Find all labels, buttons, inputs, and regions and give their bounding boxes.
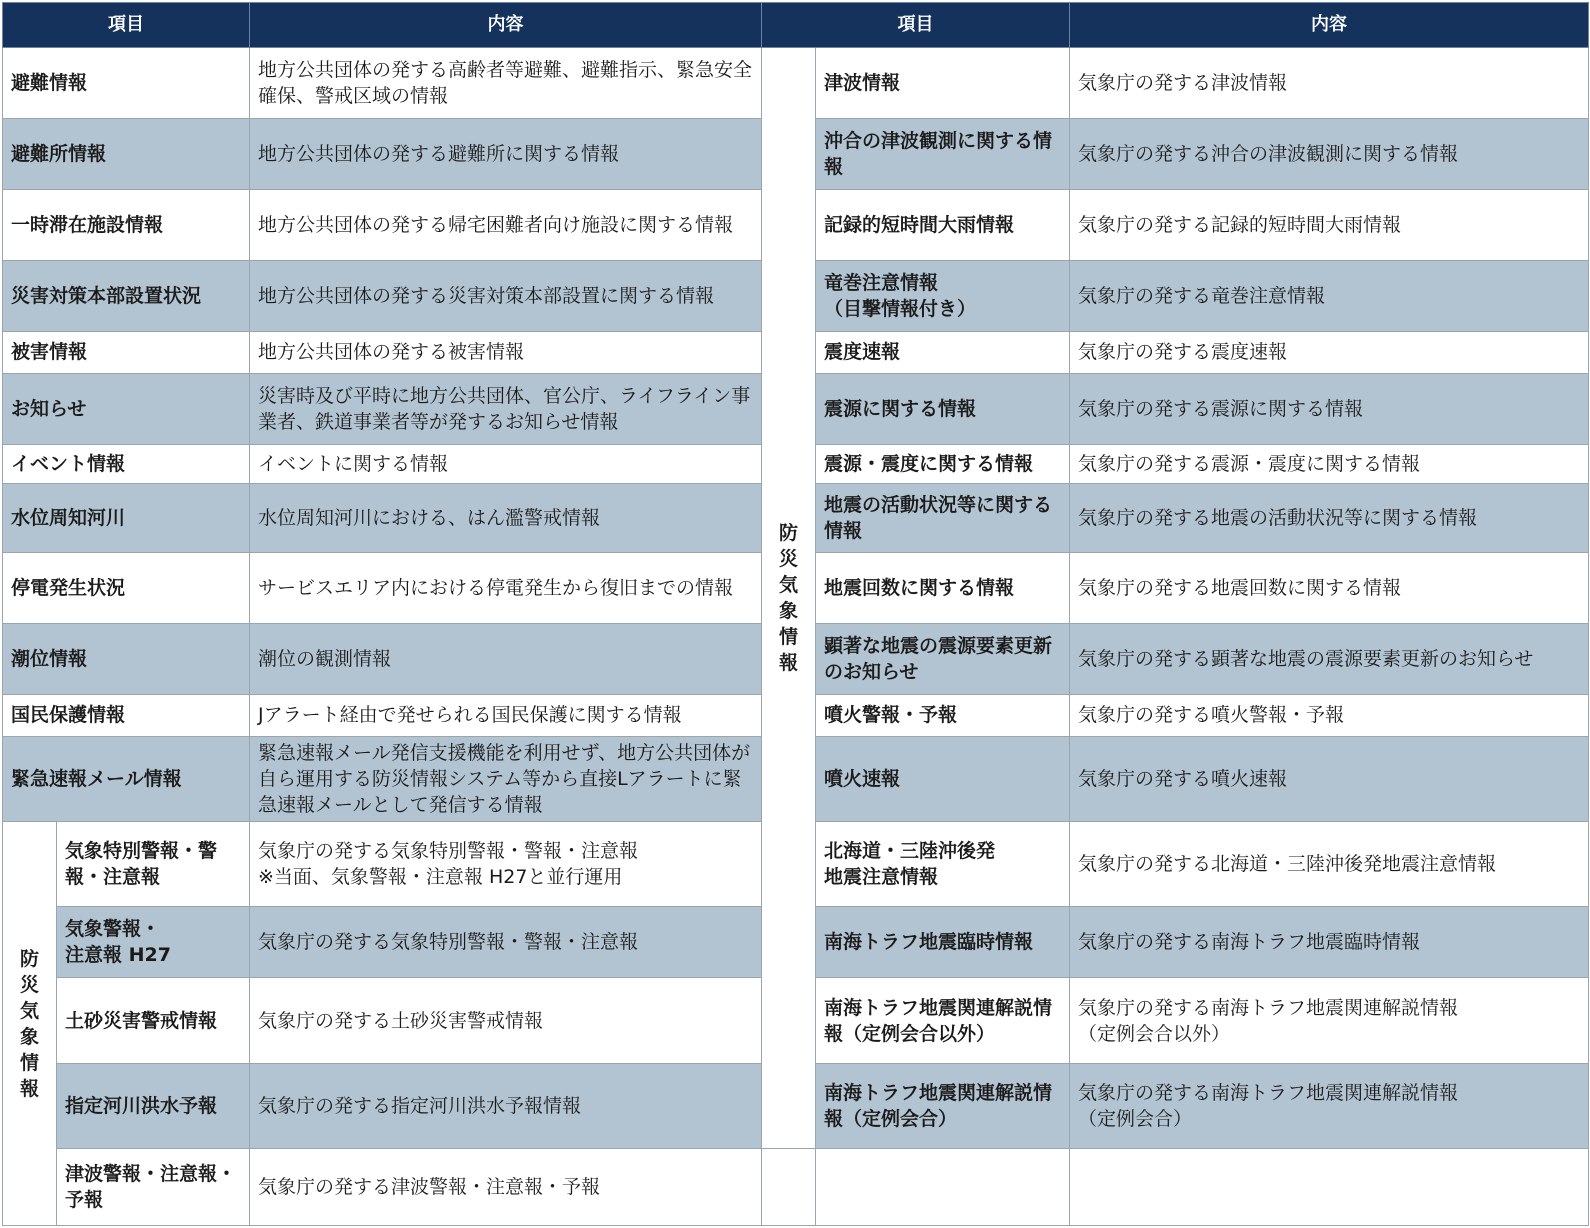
row-content: 気象庁の発する南海トラフ地震関連解説情報 （定例会合） <box>1070 1063 1589 1148</box>
row-item: 一時滞在施設情報 <box>3 189 250 260</box>
row-item: 噴火速報 <box>816 737 1070 822</box>
row-content: 気象庁の発する土砂災害警戒情報 <box>250 978 762 1063</box>
row-item: イベント情報 <box>3 445 250 484</box>
row-item: 緊急速報メール情報 <box>3 737 250 822</box>
row-content: 気象庁の発する津波情報 <box>1070 47 1589 118</box>
row-content: 水位周知河川における、はん濫警戒情報 <box>250 483 762 552</box>
header-item-right: 項目 <box>762 3 1070 48</box>
row-item: 津波警報・注意報・予報 <box>57 1148 250 1225</box>
empty-cell <box>1070 1148 1589 1225</box>
row-item: 避難所情報 <box>3 118 250 189</box>
row-content: Jアラート経由で発せられる国民保護に関する情報 <box>250 694 762 737</box>
row-item: 津波情報 <box>816 47 1070 118</box>
row-content: 気象庁の発する指定河川洪水予報情報 <box>250 1063 762 1148</box>
row-item: 水位周知河川 <box>3 483 250 552</box>
header-row <box>3 3 1589 48</box>
row-item: 災害対策本部設置状況 <box>3 260 250 331</box>
row-item: 避難情報 <box>3 47 250 118</box>
table-row <box>3 1148 1589 1225</box>
row-content: 気象庁の発する噴火警報・予報 <box>1070 694 1589 737</box>
header-content-right: 内容 <box>1070 3 1589 48</box>
row-content: 気象庁の発する噴火速報 <box>1070 737 1589 822</box>
row-item: 国民保護情報 <box>3 694 250 737</box>
row-content: 潮位の観測情報 <box>250 623 762 694</box>
row-content: 気象庁の発する北海道・三陸沖後発地震注意情報 <box>1070 822 1589 907</box>
row-content: 気象庁の発する南海トラフ地震関連解説情報 （定例会合以外） <box>1070 978 1589 1063</box>
row-content: イベントに関する情報 <box>250 445 762 484</box>
row-content: 気象庁の発する気象特別警報・警報・注意報 ※当面、気象警報・注意報 H27と並行運用 <box>250 822 762 907</box>
disaster-weather-label-right: 防 災 気 象 情 報 <box>762 47 816 1148</box>
row-content: 地方公共団体の発する被害情報 <box>250 331 762 374</box>
row-item: 記録的短時間大雨情報 <box>816 189 1070 260</box>
empty-cell <box>762 1148 816 1225</box>
disaster-weather-label-left: 防 災 気 象 情 報 <box>3 822 57 1226</box>
info-type-table <box>2 2 1589 1226</box>
row-content: 気象庁の発する震源・震度に関する情報 <box>1070 445 1589 484</box>
row-item: お知らせ <box>3 374 250 445</box>
row-item: 噴火警報・予報 <box>816 694 1070 737</box>
row-item: 震源に関する情報 <box>816 374 1070 445</box>
row-content: 地方公共団体の発する高齢者等避難、避難指示、緊急安全確保、警戒区域の情報 <box>250 47 762 118</box>
row-item: 震度速報 <box>816 331 1070 374</box>
row-content: 災害時及び平時に地方公共団体、官公庁、ライフライン事業者、鉄道事業者等が発するお知らせ情報 <box>250 374 762 445</box>
row-item: 潮位情報 <box>3 623 250 694</box>
header-item-left: 項目 <box>3 3 250 48</box>
row-content: 気象庁の発する竜巻注意情報 <box>1070 260 1589 331</box>
row-item: 地震回数に関する情報 <box>816 552 1070 623</box>
row-content: 気象庁の発する地震回数に関する情報 <box>1070 552 1589 623</box>
row-content: 気象庁の発する震度速報 <box>1070 331 1589 374</box>
row-item: 気象特別警報・警報・注意報 <box>57 822 250 907</box>
row-content: 地方公共団体の発する避難所に関する情報 <box>250 118 762 189</box>
row-item: 沖合の津波観測に関する情報 <box>816 118 1070 189</box>
row-item: 被害情報 <box>3 331 250 374</box>
row-content: 緊急速報メール発信支援機能を利用せず、地方公共団体が自ら運用する防災情報システム等から直接Lアラートに緊急速報メールとして発信する情報 <box>250 737 762 822</box>
header-content-left: 内容 <box>250 3 762 48</box>
row-content: サービスエリア内における停電発生から復旧までの情報 <box>250 552 762 623</box>
row-item: 顕著な地震の震源要素更新のお知らせ <box>816 623 1070 694</box>
row-item: 北海道・三陸沖後発 地震注意情報 <box>816 822 1070 907</box>
row-item: 震源・震度に関する情報 <box>816 445 1070 484</box>
row-content: 気象庁の発する南海トラフ地震臨時情報 <box>1070 907 1589 978</box>
row-content: 地方公共団体の発する帰宅困難者向け施設に関する情報 <box>250 189 762 260</box>
row-item: 地震の活動状況等に関する情報 <box>816 483 1070 552</box>
table-row <box>3 47 1589 118</box>
row-item: 気象警報・ 注意報 H27 <box>57 907 250 978</box>
row-content: 気象庁の発する気象特別警報・警報・注意報 <box>250 907 762 978</box>
empty-cell <box>816 1148 1070 1225</box>
row-item: 南海トラフ地震関連解説情報（定例会合以外） <box>816 978 1070 1063</box>
row-content: 気象庁の発する沖合の津波観測に関する情報 <box>1070 118 1589 189</box>
row-item: 土砂災害警戒情報 <box>57 978 250 1063</box>
row-content: 気象庁の発する記録的短時間大雨情報 <box>1070 189 1589 260</box>
row-item: 竜巻注意情報 （目撃情報付き） <box>816 260 1070 331</box>
row-content: 気象庁の発する顕著な地震の震源要素更新のお知らせ <box>1070 623 1589 694</box>
row-item: 南海トラフ地震関連解説情報（定例会合） <box>816 1063 1070 1148</box>
row-content: 気象庁の発する震源に関する情報 <box>1070 374 1589 445</box>
row-content: 気象庁の発する津波警報・注意報・予報 <box>250 1148 762 1225</box>
row-item: 指定河川洪水予報 <box>57 1063 250 1148</box>
row-item: 南海トラフ地震臨時情報 <box>816 907 1070 978</box>
row-content: 気象庁の発する地震の活動状況等に関する情報 <box>1070 483 1589 552</box>
row-content: 地方公共団体の発する災害対策本部設置に関する情報 <box>250 260 762 331</box>
row-item: 停電発生状況 <box>3 552 250 623</box>
